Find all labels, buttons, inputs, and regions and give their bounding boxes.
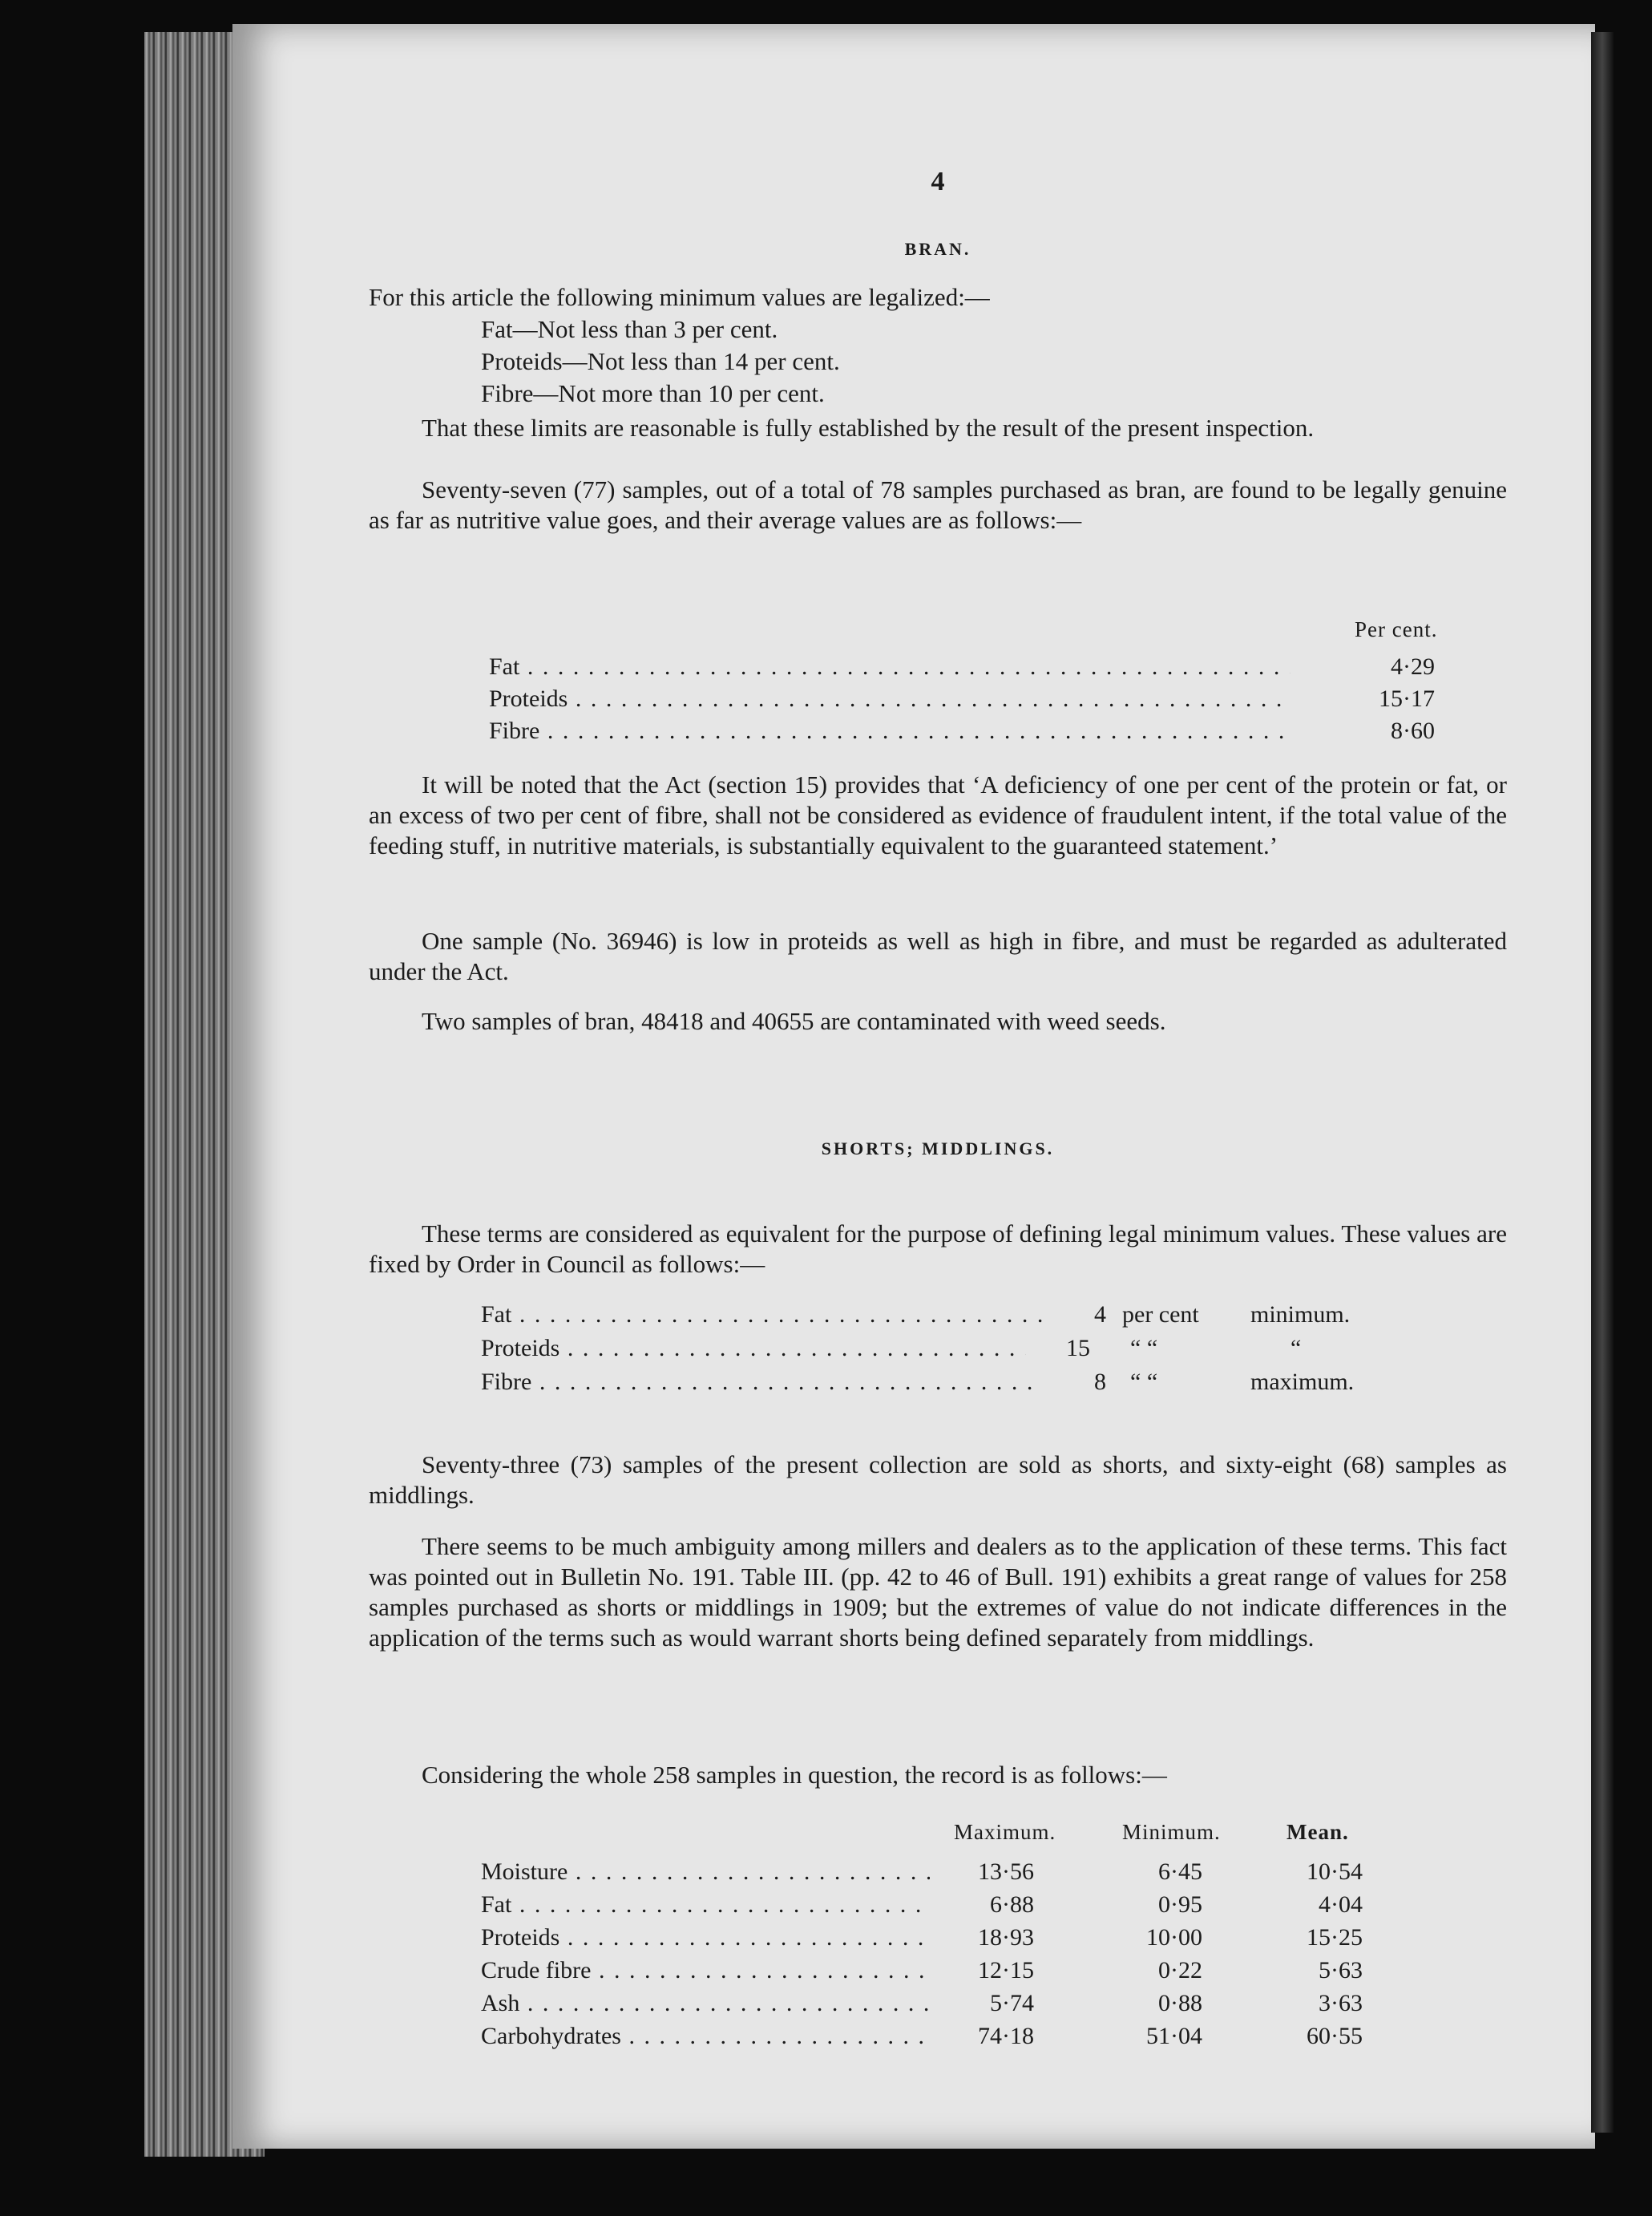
section-heading-shorts: SHORTS; MIDDLINGS. [821,1138,1055,1159]
bran-paragraph-2: Seventy-seven (77) samples, out of a total of 78 samples purchased as bran, are found to be legally genuine as far as nutritive value goes, and their average values are as follows:— [369,475,1507,534]
cell-mean: 60·55 [1307,2023,1363,2049]
summary-table-row [481,1889,1387,1921]
cell-mean: 4·04 [1319,1891,1363,1918]
row-unit: per cent [1122,1301,1199,1328]
row-label: Proteids . . . [481,1922,930,1954]
row-value: 15 [1066,1335,1090,1361]
row-value: 8·60 [1391,718,1435,744]
cell-maximum: 74·18 [978,2023,1034,2049]
cell-mean: 5·63 [1319,1957,1363,1983]
row-label: Fibre . . . [481,1366,1042,1398]
shorts-paragraph-1: These terms are considered as equivalent for the purpose of defining legal minimum values. These values are fixed by Order in Council as follows:— [369,1219,1507,1278]
cell-minimum: 0·22 [1158,1957,1202,1983]
row-label: Moisture . . . [481,1856,930,1888]
row-label: Fat . . . [481,1299,1042,1331]
bran-paragraph-3: It will be noted that the Act (section 15) provides that ‘A deficiency of one per cent of the protein or fat, or an excess of two per cent of fibre, shall not be considered as evidence of fraudulent intent, if the total value of the feeding stuff, in nutritive materials, is substantially equivalent to the guaranteed statement.’ [369,770,1507,859]
cell-minimum: 0·95 [1158,1891,1202,1918]
cell-mean: 10·54 [1307,1858,1363,1885]
bran-paragraph-4: One sample (No. 36946) is low in proteids as well as high in fibre, and must be regarded as adulterated under the Act. [369,927,1507,985]
row-unit: “ “ [1130,1369,1158,1395]
row-label: Fat . . . [489,651,1290,683]
row-kind: maximum. [1250,1369,1355,1395]
col-header-minimum: Minimum. [1122,1820,1221,1844]
summary-table-row [481,1856,1387,1888]
cell-minimum: 0·88 [1158,1990,1202,2016]
shorts-standard-row [481,1366,1387,1398]
cell-maximum: 13·56 [978,1858,1034,1885]
bran-table-row [489,651,1435,683]
row-label: Fibre . . . [489,715,1290,747]
shorts-standard-row [481,1299,1387,1331]
row-label: Crude fibre . . . [481,1955,930,1987]
row-label: Carbohydrates . . . [481,2020,930,2052]
row-value: 8 [1094,1369,1106,1395]
cell-minimum: 10·00 [1146,1924,1202,1951]
summary-table-row [481,1988,1387,2020]
cell-mean: 15·25 [1307,1924,1363,1951]
row-value: 4·29 [1391,653,1435,680]
bran-paragraph-1: That these limits are reasonable is fully established by the result of the present inspection. [422,414,1315,442]
cell-minimum: 6·45 [1158,1858,1202,1885]
cell-mean: 3·63 [1319,1990,1363,2016]
shorts-standard-row [481,1332,1387,1365]
bran-limit-fibre: Fibre—Not more than 10 per cent. [481,379,825,407]
page-right-edge [1591,32,1614,2133]
shorts-paragraph-4: Considering the whole 258 samples in question, the record is as follows:— [422,1761,1167,1789]
bran-table-row [489,683,1435,715]
bran-table-header: Per cent. [1355,617,1438,641]
cell-maximum: 5·74 [990,1990,1034,2016]
bran-paragraph-5: Two samples of bran, 48418 and 40655 are contaminated with weed seeds. [422,1007,1166,1035]
shorts-paragraph-3: There seems to be much ambiguity among millers and dealers as to the application of these terms. This fact was pointed out in Bulletin No. 191. Table III. (pp. 42 to 46 of Bull. 191) exhibits a great range of values for 258 samples purchased as shorts or middlings in 1909; but the extremes of value do not indicate differences in the application of the terms such as would warrant shorts being defined separately from middlings. [369,1532,1507,1652]
bran-table-row [489,715,1435,747]
summary-table-row [481,1922,1387,1954]
cell-maximum: 6·88 [990,1891,1034,1918]
col-header-mean: Mean. [1286,1820,1349,1844]
bran-intro: For this article the following minimum values are legalized:— [369,283,990,311]
page-number: 4 [931,167,945,196]
scanned-page [232,24,1595,2149]
row-label: Proteids . . . [481,1332,1026,1365]
row-kind: “ [1290,1335,1302,1361]
col-header-maximum: Maximum. [954,1820,1056,1844]
bran-limit-proteids: Proteids—Not less than 14 per cent. [481,347,840,375]
row-value: 4 [1094,1301,1106,1328]
row-label: Fat . . . [481,1889,930,1921]
row-unit: “ “ [1130,1335,1158,1361]
row-label: Proteids . . . [489,683,1290,715]
shorts-paragraph-2: Seventy-three (73) samples of the present collection are sold as shorts, and sixty-eight (68) samples as middlings. [369,1450,1507,1509]
row-value: 15·17 [1379,685,1435,712]
bran-limit-fat: Fat—Not less than 3 per cent. [481,315,778,343]
cell-maximum: 18·93 [978,1924,1034,1951]
section-heading-bran: BRAN. [904,239,971,259]
summary-table-row [481,2020,1387,2052]
row-kind: minimum. [1250,1301,1351,1328]
summary-table-row [481,1955,1387,1987]
row-label: Ash . . . [481,1988,930,2020]
cell-minimum: 51·04 [1146,2023,1202,2049]
cell-maximum: 12·15 [978,1957,1034,1983]
